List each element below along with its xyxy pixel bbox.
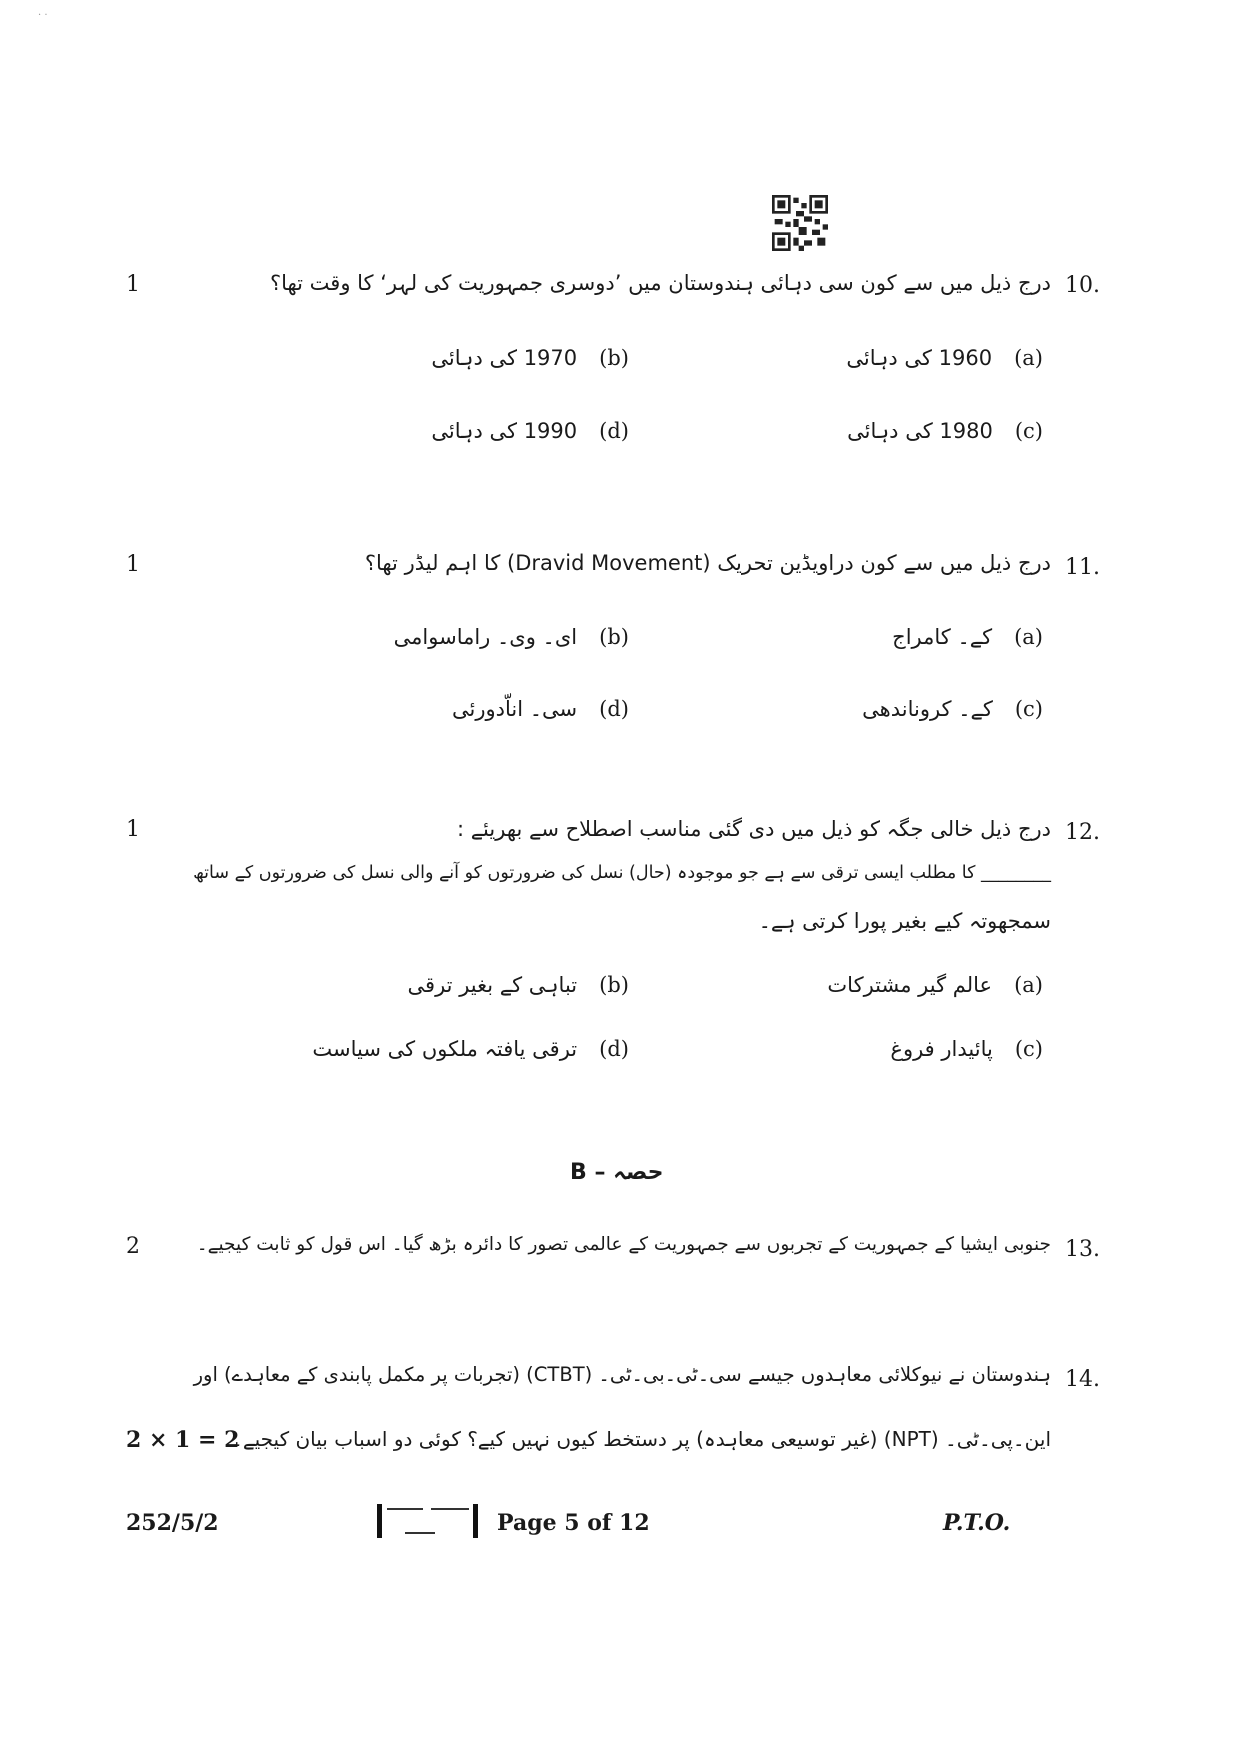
option-label: (c) [1014,419,1043,443]
option-10-b [431,346,629,370]
barcode-icon [375,1502,481,1540]
option-label: (b) [599,973,629,997]
option-11-b [394,625,629,649]
marks-q13: 2 [126,1234,140,1259]
question-number-13: 13. [1065,1237,1100,1262]
option-text: 1980 کی دہائی [847,419,993,443]
option-label: (d) [599,1037,629,1061]
question-text-14-line1: ہندوستان نے نیوکلائی معاہدوں جیسے سی۔ٹی۔بی۔ٹی۔ (CTBT) (تجربات پر مکمل پابندی کے معاہدے) اور [193,1363,1051,1386]
scan-mark: · ‧ [38,10,48,21]
question-text-12-line3: سمجھوتہ کیے بغیر پورا کرتی ہے۔ [758,909,1051,933]
option-label: (b) [599,346,629,370]
question-text-10: درج ذیل میں سے کون سی دہائی ہندوستان میں ’دوسری جمہوریت کی لہر‘ کا وقت تھا؟ [269,271,1051,295]
qr-code-icon [772,195,828,251]
option-label: (a) [1014,973,1043,997]
option-text: ترقی یافتہ ملکوں کی سیاست [312,1037,578,1061]
option-11-c [862,697,1043,721]
option-label: (c) [1014,1037,1043,1061]
option-text: سی۔ اناّدورئی [452,697,578,721]
option-text: کے۔ کروناندھی [862,697,993,721]
option-text: ای۔ وی۔ راماسوامی [393,625,578,649]
question-text-13: جنوبی ایشیا کے جمہوریت کے تجربوں سے جمہوریت کے عالمی تصور کا دائرہ بڑھ گیا۔ اس قول کو ثابت کیجیے۔ [196,1234,1051,1255]
option-text: 1970 کی دہائی [431,346,578,370]
option-label: (d) [599,697,629,721]
option-label: (d) [599,419,629,443]
option-text: پائیدار فروغ [890,1037,993,1061]
option-label: (a) [1014,625,1043,649]
option-12-a [827,973,1043,997]
option-label: (b) [599,625,629,649]
marks-q10: 1 [126,272,140,297]
marks-q12: 1 [126,817,140,842]
option-label: (c) [1014,697,1043,721]
option-10-a [846,346,1043,370]
section-heading: حصہ – B [570,1160,664,1185]
marks-q14: 2 × 1 = 2 [126,1427,240,1453]
option-11-d [452,697,629,721]
marks-q11: 1 [126,552,140,577]
question-number-11: 11. [1065,555,1100,580]
option-10-c [847,419,1043,443]
option-text: 1960 کی دہائی [846,346,993,370]
question-number-10: 10. [1065,273,1100,298]
option-text: 1990 کی دہائی [431,419,578,443]
option-12-c [890,1037,1043,1061]
option-text: عالم گیر مشترکات [827,973,993,997]
question-number-12: 12. [1065,820,1100,845]
option-text: کے۔ کامراج [892,625,993,649]
pto-label: P.T.O. [943,1510,1011,1536]
question-text-14-line2: این۔پی۔ٹی۔ (NPT) (غیر توسیعی معاہدہ) پر دستخط کیوں نہیں کیے؟ کوئی دو اسباب بیان کیجیے۔ [231,1427,1051,1451]
option-11-a [892,625,1043,649]
page-number: Page 5 of 12 [497,1510,650,1536]
option-12-b [408,973,629,997]
option-12-d [312,1037,629,1061]
question-text-12: درج ذیل خالی جگہ کو ذیل میں دی گئی مناسب اصطلاح سے بھریئے : [457,817,1051,841]
paper-code: 252/5/2 [126,1510,219,1536]
option-label: (a) [1014,346,1043,370]
question-text-11: درج ذیل میں سے کون دراویڈین تحریک (Dravid Movement) کا اہم لیڈر تھا؟ [364,551,1051,575]
option-text: تباہی کے بغیر ترقی [407,973,578,997]
question-number-14: 14. [1065,1367,1100,1392]
option-10-d [431,419,629,443]
question-text-12-line2: ________ کا مطلب ایسی ترقی سے ہے جو موجودہ (حال) نسل کی ضرورتوں کو آنے والی نسل کی ضرورتوں کے ساتھ [193,863,1051,883]
